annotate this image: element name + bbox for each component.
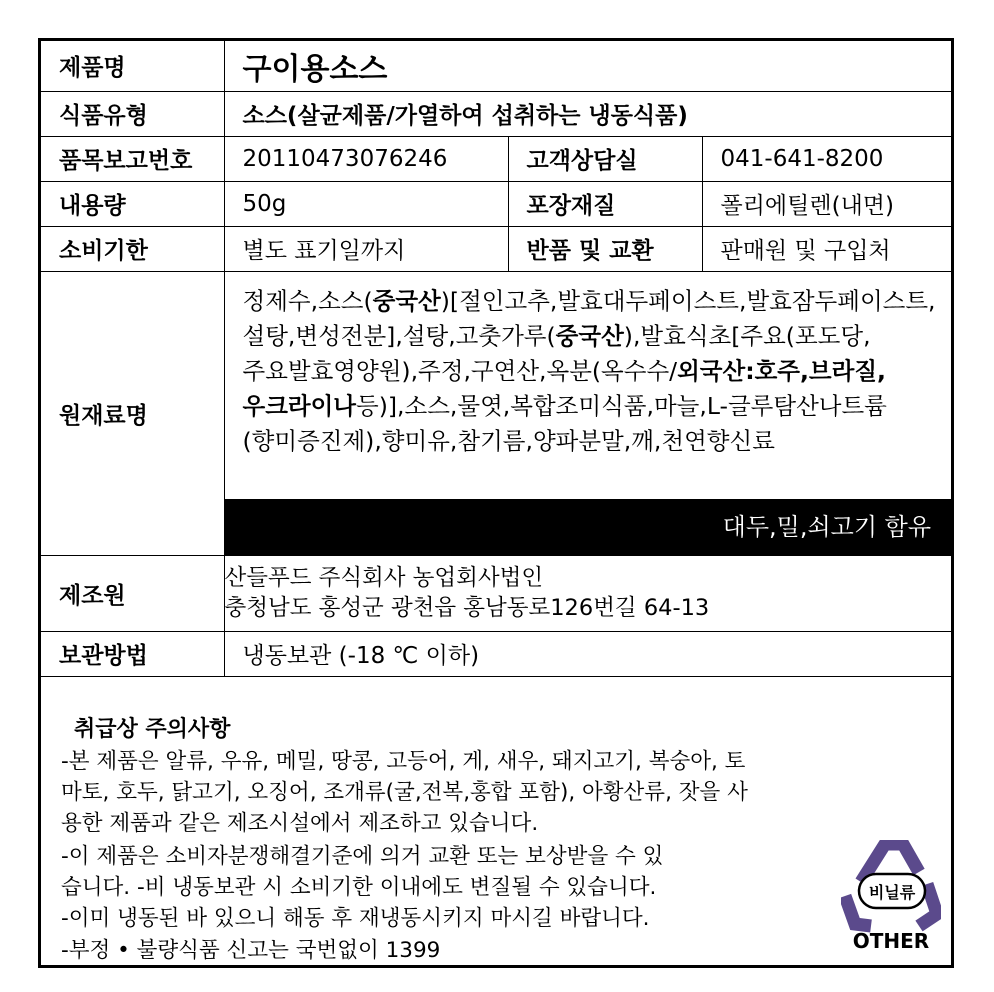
info-table	[41, 41, 951, 677]
storage-value: 냉동보관 (-18 ℃ 이하)	[224, 631, 951, 676]
ingredients-cell	[224, 271, 951, 555]
report-number-value: 20110473076246	[224, 136, 508, 181]
row-storage	[41, 631, 951, 676]
manufacturer-value	[224, 555, 951, 631]
caution-section	[41, 708, 951, 965]
row-ingredients	[41, 271, 951, 555]
packaging-label: 포장재질	[508, 181, 702, 226]
recycle-code-text: OTHER	[852, 929, 930, 952]
food-label	[38, 38, 954, 968]
storage-label: 보관방법	[41, 631, 224, 676]
recycle-material-text: 비닐류	[868, 883, 916, 902]
product-name-label: 제품명	[41, 41, 224, 91]
caution-line: -부정 • 불량식품 신고는 국번없이 1399	[61, 938, 441, 963]
packaging-value: 폴리에틸렌(내면)	[702, 181, 951, 226]
food-type-label: 식품유형	[41, 91, 224, 136]
row-net-content	[41, 181, 951, 226]
net-content-label: 내용량	[41, 181, 224, 226]
row-food-type	[41, 91, 951, 136]
row-report-number	[41, 136, 951, 181]
ingredient-origin-bold: 중국산	[555, 321, 624, 350]
manufacturer-label: 제조원	[41, 555, 224, 631]
ingredient-origin-bold: 중국산	[372, 286, 441, 315]
caution-line: -본 제품은 알류, 우유, 메밀, 땅콩, 고등어, 게, 새우, 돼지고기, 복숭아, 토	[61, 749, 746, 774]
returns-value: 판매원 및 구입처	[702, 226, 951, 271]
ingredient-text-segment: ),발효식초[주요(포도당,주요발효영양원),주정,구연산,옥분(옥수수/	[242, 321, 871, 385]
ingredient-text-segment: 정제수,소스(	[242, 286, 373, 315]
caution-title: 취급상 주의사항	[74, 717, 231, 742]
row-manufacturer	[41, 555, 951, 631]
caution-line: 용한 제품과 같은 제조시설에서 제조하고 있습니다.	[61, 811, 539, 836]
ingredient-text-segment: )[절인고추,발효대두페이스트,발효잠두페이스트,설탕,변성전분],설탕,고춧가루(	[242, 286, 936, 350]
ingredient-text-segment: 등)],소스,물엿,복합조미식품,마늘,L-글루탐산나트륨(향미증진제),향미유,참기름,양파분말,깨,천연향신료	[242, 391, 887, 455]
expiry-value: 별도 표기일까지	[224, 226, 508, 271]
manufacturer-address: 충청남도 홍성군 광천읍 홍남동로126번길 64-13	[224, 595, 710, 621]
net-content-value: 50g	[224, 181, 508, 226]
food-type-value: 소스(살균제품/가열하여 섭취하는 냉동식품)	[224, 91, 951, 136]
expiry-label: 소비기한	[41, 226, 224, 271]
manufacturer-name: 산들푸드 주식회사 농업회사법인	[224, 565, 544, 591]
ingredients-text	[225, 272, 952, 499]
row-product-name	[41, 41, 951, 91]
ingredient-origin-bold: 외국산:호주,브라질,우크라이나	[242, 356, 886, 420]
customer-service-value: 041-641-8200	[702, 136, 951, 181]
caution-line: 습니다. -비 냉동보관 시 소비기한 이내에도 변질될 수 있습니다.	[61, 875, 657, 900]
caution-line: -이미 냉동된 바 있으니 해동 후 재냉동시키지 마시길 바랍니다.	[61, 906, 650, 931]
customer-service-label: 고객상담실	[508, 136, 702, 181]
ingredients-label: 원재료명	[41, 271, 224, 555]
product-name-value: 구이용소스	[224, 41, 951, 91]
report-number-label: 품목보고번호	[41, 136, 224, 181]
row-expiry	[41, 226, 951, 271]
caution-line: 마토, 호두, 닭고기, 오징어, 조개류(굴,전복,홍합 포함), 아황산류, 잣을 사	[61, 780, 748, 805]
allergen-bar: 대두,밀,쇠고기 함유	[225, 499, 952, 555]
caution-line: -이 제품은 소비자분쟁해결기준에 의거 교환 또는 보상받을 수 있	[61, 844, 664, 869]
recycle-other-icon	[841, 840, 941, 952]
returns-label: 반품 및 교환	[508, 226, 702, 271]
